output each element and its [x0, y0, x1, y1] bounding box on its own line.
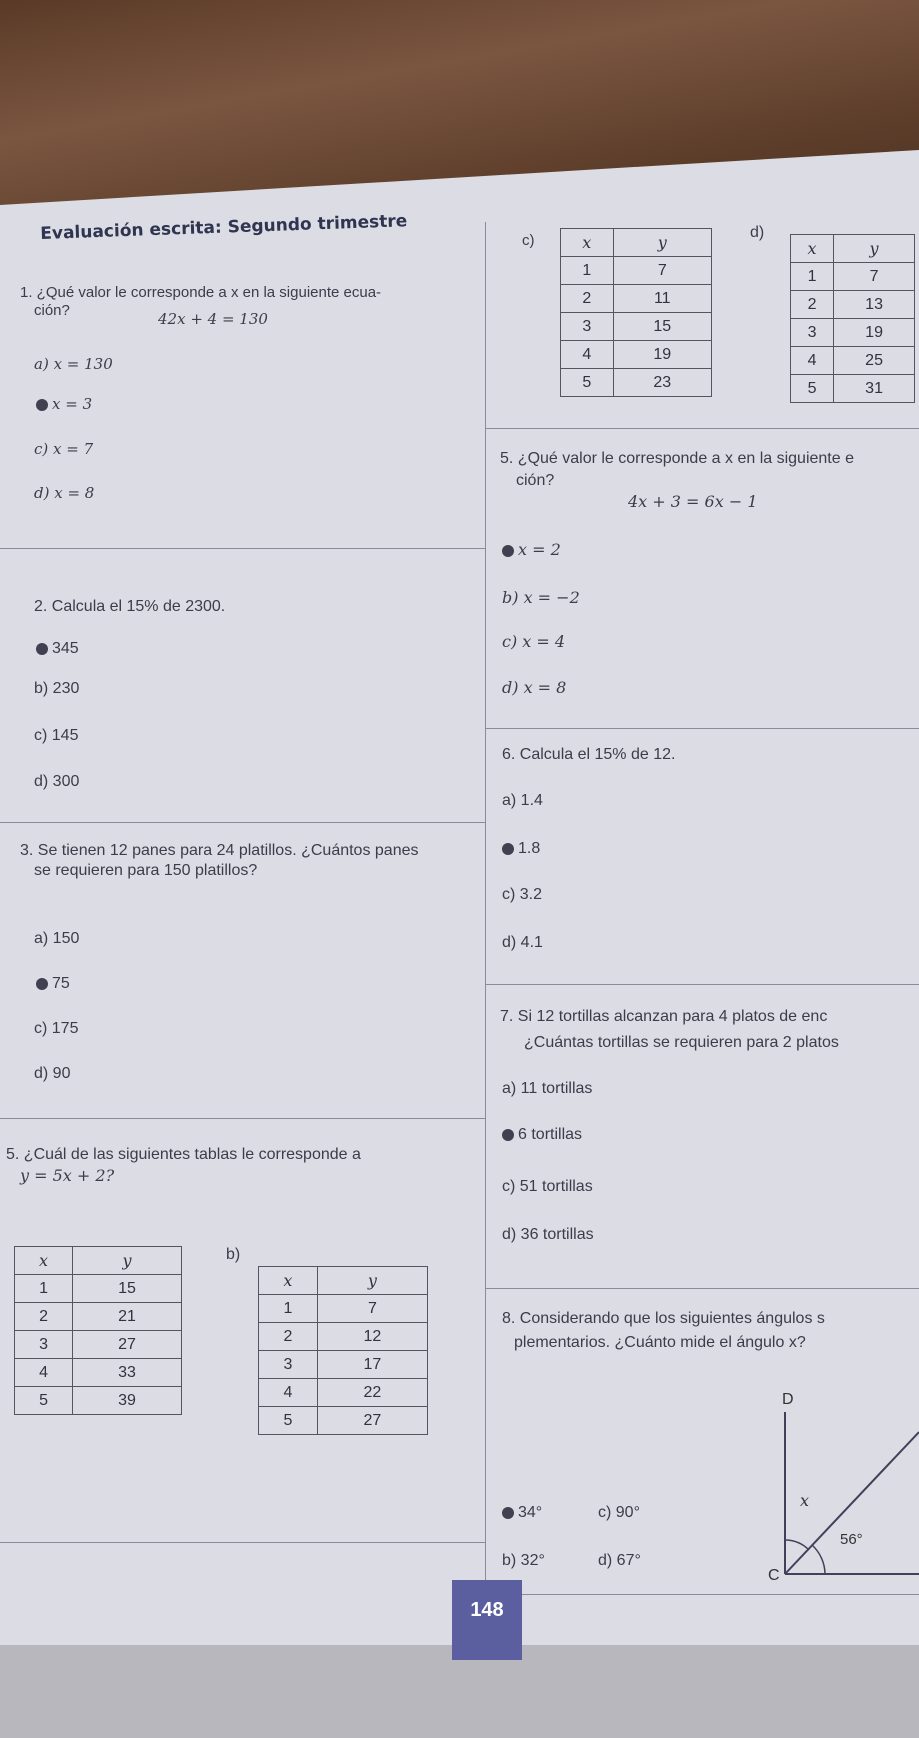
q2-option-c[interactable]: c) 145	[34, 727, 79, 744]
q8-option-b[interactable]: b) 32°	[502, 1552, 545, 1569]
q4-option-d-label: d)	[750, 224, 765, 241]
section-divider	[485, 728, 919, 729]
q8-text-line1: 8. Considerando que los siguientes ángulos s	[502, 1310, 825, 1327]
table-row: 4 33	[15, 1359, 182, 1387]
q5-option-d[interactable]: d) x = 8	[502, 678, 567, 697]
q1-option-d[interactable]: d) x = 8	[34, 484, 95, 502]
q2-option-a-label: 345	[52, 640, 79, 657]
page-title: Evaluación escrita: Segundo trimestre	[40, 211, 408, 244]
q5-option-a-label: x = 2	[518, 540, 561, 559]
q6-option-b[interactable]	[502, 840, 540, 858]
table-row: 1 15	[15, 1275, 182, 1303]
angle-56-arc	[812, 1545, 825, 1574]
table-row: 3 27	[15, 1331, 182, 1359]
page-number: 148	[452, 1580, 522, 1660]
q6-option-c[interactable]: c) 3.2	[502, 886, 543, 903]
q6-option-b-label: 1.8	[518, 840, 541, 857]
table-row: 5 31	[791, 375, 915, 403]
q8-option-a-label: 34°	[518, 1504, 543, 1521]
section-divider	[485, 984, 919, 985]
q5-option-c[interactable]: c) x = 4	[502, 632, 566, 651]
q1-equation: 42x + 4 = 130	[158, 310, 268, 328]
q8-text-line2: plementarios. ¿Cuánto mide el ángulo x?	[514, 1334, 806, 1351]
q6-text: 6. Calcula el 15% de 12.	[502, 746, 676, 763]
q5-text-line2: ción?	[516, 472, 555, 489]
table-row: 4 19	[561, 341, 712, 369]
table-row: 4 25	[791, 347, 915, 375]
answer-mark-icon	[36, 978, 48, 990]
answer-mark-icon	[36, 643, 48, 655]
section-divider	[0, 1118, 485, 1119]
table-header-y: y	[834, 235, 915, 263]
q1-option-b-label: x = 3	[52, 395, 93, 413]
q4-table-a[interactable]	[14, 1246, 182, 1415]
angle-x-arc	[785, 1540, 809, 1550]
q1-text-line1: 1. ¿Qué valor le corresponde a x en la siguiente ecua-	[20, 284, 382, 301]
table-row: 1 7	[259, 1295, 428, 1323]
q2-option-a[interactable]	[36, 640, 79, 658]
q5-equation: 4x + 3 = 6x − 1	[628, 492, 758, 511]
q7-option-d[interactable]: d) 36 tortillas	[502, 1226, 594, 1243]
table-header-y: y	[613, 229, 711, 257]
q4-text-line2: y = 5x + 2?	[20, 1166, 115, 1185]
q8-option-c[interactable]: c) 90°	[598, 1504, 640, 1521]
q4-option-b-label: b)	[226, 1246, 241, 1263]
q8-option-d[interactable]: d) 67°	[598, 1552, 641, 1569]
section-divider	[0, 822, 485, 823]
q5-text-line1: 5. ¿Qué valor le corresponde a x en la siguiente e	[500, 450, 854, 467]
section-divider	[485, 428, 919, 429]
q7-option-a[interactable]: a) 11 tortillas	[502, 1080, 593, 1097]
q3-option-a[interactable]: a) 150	[34, 930, 80, 947]
table-header-x: x	[259, 1267, 318, 1295]
section-divider	[0, 548, 485, 549]
table-row: 2 13	[791, 291, 915, 319]
q3-text-line1: 3. Se tienen 12 panes para 24 platillos. ¿Cuántos panes	[20, 842, 419, 859]
q6-option-a[interactable]: a) 1.4	[502, 792, 543, 809]
q1-option-b[interactable]	[36, 395, 92, 413]
q7-option-b[interactable]	[502, 1126, 582, 1144]
q2-option-b[interactable]: b) 230	[34, 680, 80, 697]
section-divider	[0, 1542, 485, 1543]
q8-option-a[interactable]	[502, 1504, 542, 1522]
q2-text: 2. Calcula el 15% de 2300.	[34, 598, 226, 615]
q4-table-d[interactable]	[790, 234, 915, 403]
q3-text-line2: se requieren para 150 platillos?	[34, 862, 258, 879]
q1-option-c[interactable]: c) x = 7	[34, 440, 94, 458]
q7-text-line2: ¿Cuántas tortillas se requieren para 2 platos	[524, 1034, 839, 1051]
table-header-x: x	[791, 235, 834, 263]
q3-option-b-label: 75	[52, 975, 70, 992]
answer-mark-icon	[502, 1507, 514, 1519]
table-row: 3 15	[561, 313, 712, 341]
answer-mark-icon	[502, 843, 514, 855]
table-row: 5 27	[259, 1407, 428, 1435]
q4-table-c[interactable]	[560, 228, 712, 397]
table-row: 4 22	[259, 1379, 428, 1407]
q7-text-line1: 7. Si 12 tortillas alcanzan para 4 platos de enc	[500, 1008, 828, 1025]
table-row: 5 23	[561, 369, 712, 397]
q6-option-d[interactable]: d) 4.1	[502, 934, 543, 951]
table-header-x: x	[15, 1247, 73, 1275]
table-row: 2 11	[561, 285, 712, 313]
q2-option-d[interactable]: d) 300	[34, 773, 80, 790]
q3-option-b[interactable]	[36, 975, 70, 993]
q4-text-line1: 5. ¿Cuál de las siguientes tablas le corresponde a	[6, 1146, 361, 1163]
label-c: C	[768, 1567, 780, 1584]
q5-option-a[interactable]	[502, 540, 561, 560]
label-d: D	[782, 1391, 794, 1408]
answer-mark-icon	[36, 399, 48, 411]
answer-mark-icon	[502, 545, 514, 557]
q1-text-line2: ción?	[34, 302, 70, 319]
table-header-x: x	[561, 229, 614, 257]
q4-option-c-label: c)	[522, 232, 535, 249]
angle-figure	[740, 1382, 919, 1592]
label-angle-56: 56°	[840, 1531, 863, 1548]
table-row: 2 12	[259, 1323, 428, 1351]
label-x: x	[800, 1491, 810, 1510]
table-row: 3 19	[791, 319, 915, 347]
q3-option-c[interactable]: c) 175	[34, 1020, 79, 1037]
table-row: 2 21	[15, 1303, 182, 1331]
table-row: 5 39	[15, 1387, 182, 1415]
table-row: 1 7	[561, 257, 712, 285]
section-divider	[485, 1288, 919, 1289]
q7-option-b-label: 6 tortillas	[518, 1126, 583, 1143]
column-divider	[485, 222, 486, 1602]
q1-option-a[interactable]: a) x = 130	[34, 355, 113, 373]
section-divider	[485, 1594, 919, 1595]
table-header-y: y	[73, 1247, 182, 1275]
q4-table-b[interactable]	[258, 1266, 428, 1435]
table-row: 3 17	[259, 1351, 428, 1379]
q7-option-c[interactable]: c) 51 tortillas	[502, 1178, 593, 1195]
q5-option-b[interactable]: b) x = −2	[502, 588, 580, 607]
table-header-y: y	[317, 1267, 427, 1295]
q3-option-d[interactable]: d) 90	[34, 1065, 71, 1082]
table-row: 1 7	[791, 263, 915, 291]
answer-mark-icon	[502, 1129, 514, 1141]
